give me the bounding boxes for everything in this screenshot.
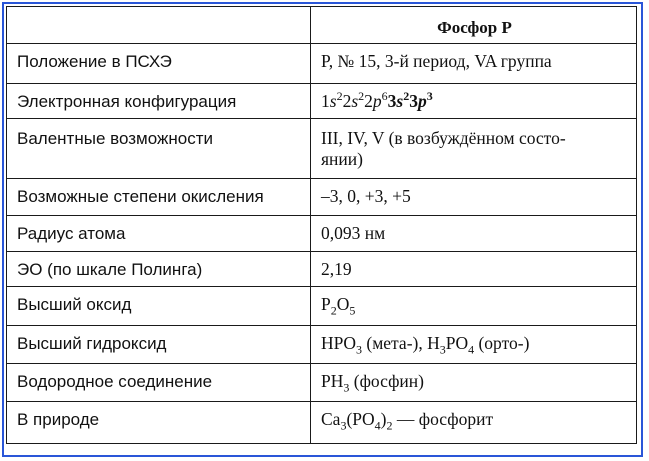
- table-row: [7, 216, 637, 252]
- table-header-row: [7, 7, 637, 44]
- property-name: В природе: [7, 402, 311, 444]
- table-row: [7, 179, 637, 216]
- table-row: [7, 44, 637, 84]
- value-line-1: III, IV, V (в возбуждённом состо-: [321, 128, 566, 148]
- property-value: –3, 0, +3, +5: [311, 179, 637, 216]
- property-name: Радиус атома: [7, 216, 311, 252]
- property-name: Возможные степени окисления: [7, 179, 311, 216]
- property-name: Валентные возможности: [7, 119, 311, 179]
- table-row: [7, 84, 637, 119]
- value-line-2: янии): [321, 149, 363, 169]
- phosphorus-properties-table: [6, 6, 637, 444]
- property-value: 2,19: [311, 252, 637, 287]
- property-name: Электронная конфигурация: [7, 84, 311, 119]
- chemical-formula: $P_2O_5$: [311, 287, 637, 326]
- property-name: ЭО (по шкале Полинга): [7, 252, 311, 287]
- chemical-formula: $HPO_3$ (мета-), $H_3PO_4$ (орто-): [311, 326, 637, 364]
- property-value: P, № 15, 3-й период, VA группа: [311, 44, 637, 84]
- property-value: 0,093 нм: [311, 216, 637, 252]
- table-row: [7, 402, 637, 444]
- table-row: [7, 119, 637, 179]
- header-empty-cell: [7, 7, 311, 44]
- table-row: [7, 364, 637, 402]
- property-name: Положение в ПСХЭ: [7, 44, 311, 84]
- property-name: Высший оксид: [7, 287, 311, 326]
- table-row: [7, 326, 637, 364]
- property-name: Высший гидроксид: [7, 326, 311, 364]
- property-name: Водородное соединение: [7, 364, 311, 402]
- electron-configuration: $1s^22s^22p^63s^23p^3$: [311, 84, 637, 119]
- chemical-formula: $Ca_3(PO_4)_2$ — фосфорит: [311, 402, 637, 444]
- table-row: [7, 287, 637, 326]
- header-title: Фосфор P: [311, 7, 637, 44]
- table-row: [7, 252, 637, 287]
- chemical-formula: $PH_3$ (фосфин): [311, 364, 637, 402]
- property-value: [311, 119, 637, 179]
